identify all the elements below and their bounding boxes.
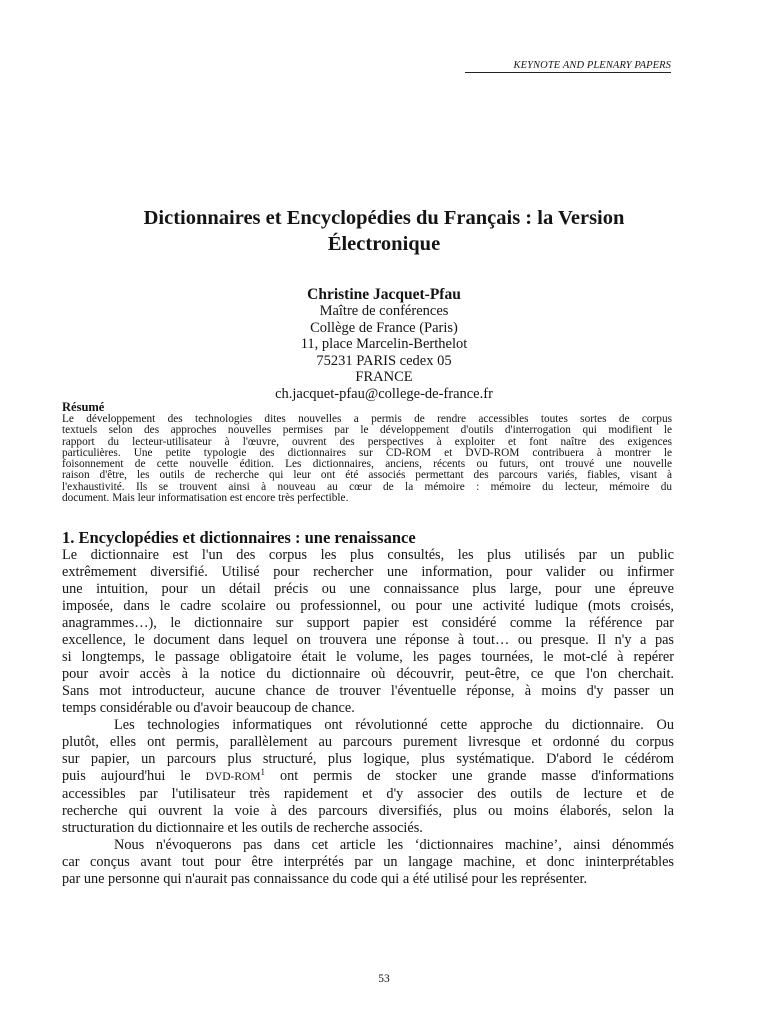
body-line: Sans mot introducteur, aucune chance de trouver l'éventuelle réponse, à moins d'y passer un xyxy=(62,683,674,699)
body-text: ont permis de stocker une grande masse d'informations xyxy=(265,768,674,784)
abstract-text xyxy=(62,414,672,504)
abstract-line: rapport du lecteur-utilisateur à l'œuvre, ouvrent des perspectives à exploiter et font naître des exigences xyxy=(62,435,672,448)
author-email[interactable]: ch.jacquet-pfau@college-de-france.fr xyxy=(275,385,493,402)
body-line: excellence, le document dans lequel on trouvera une réponse à tout… ou presque. Il n'y a pas xyxy=(62,632,674,648)
abstract-line: foisonnement de cette nouvelle édition. Les dictionnaires, anciens, récents ou futurs, ont trouvé une nouvelle xyxy=(62,458,672,471)
body-line: recherche qui ouvrent la voie à des parcours diversifiés, plus ou moins élaborés, selon la xyxy=(62,803,674,819)
body-line: anagrammes…), le dictionnaire sur support papier est considéré comme la référence par xyxy=(62,615,674,631)
abstract-line: Le développement des technologies dites nouvelles a permis de rendre accessibles toutes sortes de corpus xyxy=(62,413,672,425)
author-position: Maître de conférences xyxy=(319,303,449,319)
body-line: par une personne qui n'aurait pas connaissance du code qui a été utilisé pour les représenter. xyxy=(62,871,588,887)
body-line: Nous n'évoquerons pas dans cet article les ‘dictionnaires machine’, ainsi dénommés xyxy=(114,837,674,853)
author-institution: Collège de France (Paris) xyxy=(310,319,458,336)
abstract-line: document. Mais leur informatisation est encore très perfectible. xyxy=(62,492,349,505)
abstract-line: l'exhaustivité. Ils se trouvent ainsi à nouveau au cœur de la mémoire : mémoire du lecteur, mémoire du xyxy=(62,480,672,493)
body-line: pour avoir accès à la notice du dictionnaire où découvrir, peut-être, ce que l'on cherchait. xyxy=(62,666,674,682)
abstract-line: particulières. Une petite typologie des dictionnaires sur CD-ROM et DVD-ROM contribuera à montrer le xyxy=(62,446,672,459)
body-line: si longtemps, le passage obligatoire était le volume, les pages tournées, le mot-clé à repérer xyxy=(62,649,674,665)
section-heading: 1. Encyclopédies et dictionnaires : une renaissance xyxy=(62,528,416,547)
body-line: une intuition, pour un détail précis ou une connaissance plus large, pour une épreuve xyxy=(62,581,674,597)
author-affiliation xyxy=(200,303,568,402)
body-line: car conçus avant tout pour être interprétés par un langage machine, et donc ininterprétables xyxy=(62,854,674,870)
page-number: 53 xyxy=(378,973,390,985)
body-line: Les technologies informatiques ont révolutionné cette approche du dictionnaire. Ou xyxy=(114,717,674,733)
body-line: Le dictionnaire est l'un des corpus les plus consultés, les plus utilisés par un public xyxy=(62,547,674,563)
body-text: puis aujourd'hui le xyxy=(62,768,206,784)
body-line: plutôt, elles ont permis, parallèlement au parcours purement livresque et ordonné du corpus xyxy=(62,734,674,750)
abstract-line: raison d'être, les outils de recherche qui leur ont été associés permettant des parcours variés, fiables, visant à xyxy=(62,469,672,482)
author-country: FRANCE xyxy=(355,369,413,385)
body-line: sur papier, un parcours plus structuré, plus logique, plus systématique. D'abord le cédérom xyxy=(62,751,674,767)
body-line: extrêmement diversifié. Utilisé pour rechercher une information, pour valider ou infirmer xyxy=(62,564,674,580)
author-address: 11, place Marcelin-Berthelot xyxy=(300,336,468,352)
dvd-rom-term: DVD-ROM xyxy=(205,771,261,783)
footnote-marker[interactable]: 1 xyxy=(260,767,266,777)
title-line-1: Dictionnaires et Encyclopédies du Français : la Version xyxy=(143,207,625,229)
header-rule-line xyxy=(465,72,671,73)
body-line: structuration du dictionnaire et les outils de recherche associés. xyxy=(62,820,423,836)
body-line: accessibles par l'utilisateur très rapidement et d'y associer des outils de lecture et de xyxy=(62,786,674,802)
author-city: 75231 PARIS cedex 05 xyxy=(316,352,452,369)
body-line: imposée, dans le cadre scolaire ou professionnel, ou pour une activité ludique (mots croisés, xyxy=(62,598,674,614)
body-line xyxy=(62,768,674,786)
abstract-heading: Résumé xyxy=(62,400,105,414)
running-header: KEYNOTE AND PLENARY PAPERS xyxy=(513,60,671,71)
paper-title xyxy=(60,205,708,257)
author-name: Christine Jacquet-Pfau xyxy=(307,286,461,303)
body-line: temps considérable ou d'avoir beaucoup de chance. xyxy=(62,700,355,716)
title-line-2: Électronique xyxy=(327,233,441,255)
section-body xyxy=(62,547,674,888)
abstract-line: textuels selon des approches nouvelles permises par le développement d'outils d'interrogation qui modifient le xyxy=(62,424,672,437)
